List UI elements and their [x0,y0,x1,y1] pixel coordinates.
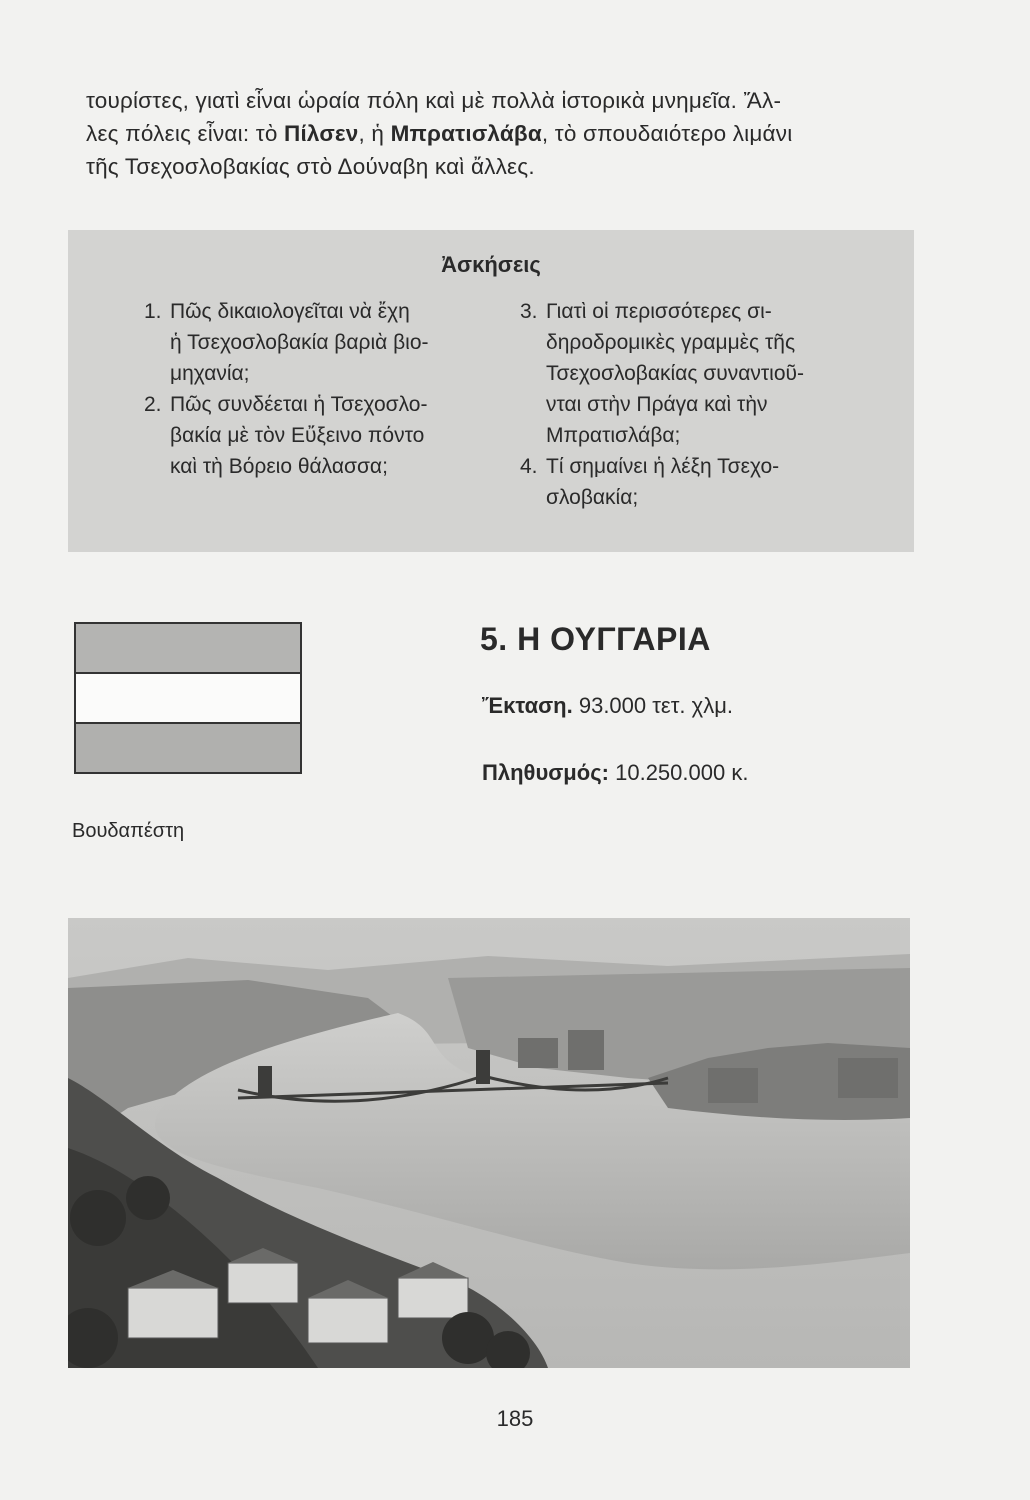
population-label: Πληθυσμός: [482,760,609,785]
exercises-title: Ἀσκήσεις [441,252,541,277]
question-2 [144,389,514,482]
question-line: σλοβακία; [546,486,639,509]
flag-bottom-stripe [76,724,300,772]
population-value: 10.250.000 κ. [615,760,749,785]
budapest-photo [68,918,910,1368]
intro-paragraph [86,84,936,183]
intro-line-1: τουρίστες, γιατὶ εἶναι ὡραία πόλη καὶ μὲ πολλὰ ἱστορικὰ μνημεῖα. Ἄλ- [86,88,782,113]
question-line: νται στὴν Πράγα καὶ τὴν [546,393,768,416]
question-line: Τί σημαίνει ἡ λέξη Τσεχο- [546,455,780,478]
question-number: 2. [144,393,162,416]
hungary-flag [74,622,302,774]
question-line: Γιατὶ οἱ περισσότερες σι- [546,300,772,323]
question-text [546,296,860,451]
question-1 [144,296,514,389]
question-text [170,389,514,482]
intro-line-2-mid: , ἡ [358,121,391,146]
question-number: 4. [520,455,538,478]
city-bratislava: Μπρατισλάβα [390,121,542,146]
question-line: Τσεχοσλοβακίας συναντιοῦ- [546,362,804,385]
flag-top-stripe [76,624,300,674]
question-line: ἡ Τσεχοσλοβακία βαριὰ βιο- [170,331,429,354]
question-line: μηχανία; [170,362,250,385]
question-text [170,296,514,389]
intro-line-2-start: λες πόλεις εἶναι: τὸ [86,121,284,146]
photo-caption: Βουδαπέστη [72,820,185,842]
question-line: Πῶς συνδέεται ἡ Τσεχοσλο- [170,393,428,416]
question-line: καὶ τὴ Βόρειο θάλασσα; [170,455,388,478]
question-number: 1. [144,300,162,323]
page-number: 185 [496,1406,534,1431]
area-value: 93.000 τετ. χλμ. [578,693,733,718]
exercises-box [68,230,914,552]
question-text [546,451,860,513]
city-pilsen: Πίλσεν [284,121,359,146]
intro-line-3: τῆς Τσεχοσλοβακίας στὸ Δούναβη καὶ ἄλλες. [86,154,535,179]
population-stat [482,760,748,786]
exercises-left-column [144,296,514,482]
question-line: βακία μὲ τὸν Εὔξεινο πόντο [170,424,425,447]
question-line: Πῶς δικαιολογεῖται νὰ ἔχη [170,300,410,323]
section-title: 5. Η ΟΥΓΓΑΡΙΑ [480,621,711,657]
area-label: Ἔκταση. [482,693,573,718]
question-line: Μπρατισλάβα; [546,424,681,447]
exercises-right-column [520,296,860,513]
area-stat [482,693,733,719]
flag-middle-stripe [76,674,300,724]
question-4 [520,451,860,513]
intro-line-2-end: , τὸ σπουδαιότερο λιμάνι [541,121,793,146]
intro-line-2 [86,117,936,150]
question-number: 3. [520,300,538,323]
question-3 [520,296,860,451]
question-line: δηροδρομικὲς γραμμὲς τῆς [546,331,796,354]
